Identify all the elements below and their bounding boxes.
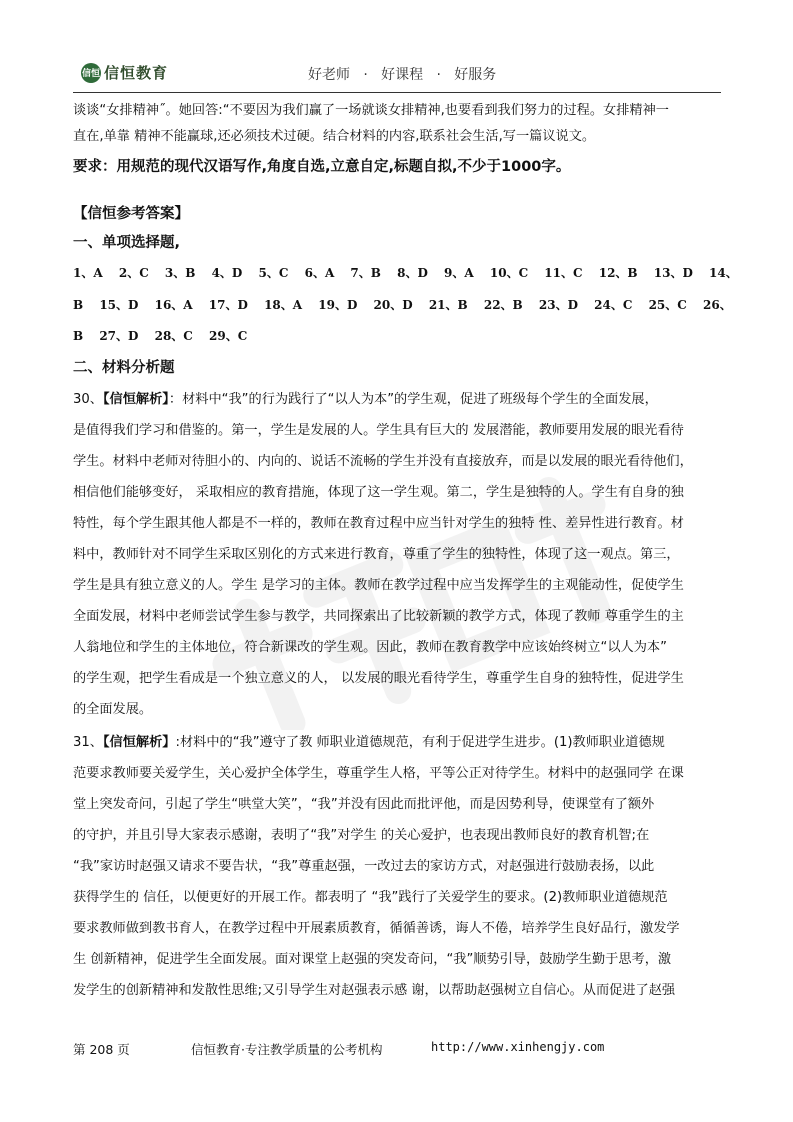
analysis-line: 要求教师做到教书育人，在教学过程中开展素质教育，循循善诱，诲人不倦，培养学生良好品行，激发学 bbox=[73, 921, 680, 937]
analysis-line: 发学生的创新精神和发散性思维;又引导学生对赵强表示感 谢，以帮助赵强树立自信心。从而促进了赵强 bbox=[73, 983, 676, 999]
footer-url[interactable]: http://www.xinhengjy.com bbox=[431, 1040, 605, 1054]
analysis-line: 人翁地位和学生的主体地位，符合新课改的学生观。因此，教师在教育教学中应该始终树立“以人为本” bbox=[73, 640, 667, 656]
prompt-line: 谈谈“女排精神˝。她回答:“不要因为我们赢了一场就谈女排精神,也要看到我们努力的过程。女排精神一 bbox=[73, 103, 669, 118]
choice-answers bbox=[73, 258, 738, 353]
q30-analysis bbox=[73, 384, 725, 726]
analysis-tag: 【信恒解析】 bbox=[102, 734, 176, 750]
logo-text: 信恒教育 bbox=[104, 64, 169, 82]
answer-line: B 27、D 28、C 29、C bbox=[73, 329, 248, 343]
question-number: 31、 bbox=[73, 734, 103, 750]
footer-org: 信恒教育·专注教学质量的公考机构 bbox=[191, 1042, 383, 1057]
analysis-line: 是值得我们学习和借鉴的。第一，学生是发展的人。学生具有巨大的 发展潜能，教师要用发展的眼光看待 bbox=[73, 422, 684, 438]
analysis-text: :材料中的“我”遵守了教 师职业道德规范，有利于促进学生进步。(1)教师职业道德规 bbox=[175, 734, 665, 750]
answer-line: 1、A 2、C 3、B 4、D 5、C 6、A 7、B 8、D 9、A 10、C 11、C 12、B 13、D 14、 bbox=[73, 266, 738, 280]
essay-requirement: 要求：用规范的现代汉语写作,角度自选,立意自定,标题自拟,不少于1000字。 bbox=[73, 159, 571, 175]
analysis-line: 堂上突发奇问，引起了学生“哄堂大笑”，“我”并没有因此而批评他，而是因势利导，使课堂有了额外 bbox=[73, 796, 655, 812]
analysis-line: 的守护，并且引导大家表示感谢，表明了“我”对学生 的关心爱护，也表现出教师良好的教育机智;在 bbox=[73, 827, 650, 843]
analysis-line: 全面发展，材料中老师尝试学生参与教学，共同探索出了比较新颖的教学方式，体现了教师 尊重学生的主 bbox=[73, 609, 684, 625]
analysis-line: 生 创新精神，促进学生全面发展。面对课堂上赵强的突发奇问，“我”顺势引导，鼓励学生勤于思考，激 bbox=[73, 952, 672, 968]
document-body bbox=[73, 98, 738, 1006]
essay-prompt bbox=[73, 98, 725, 182]
page-number: 第 208 页 bbox=[73, 1042, 130, 1057]
header-slogan: 好老师 · 好课程 · 好服务 bbox=[308, 67, 497, 83]
q31-analysis bbox=[73, 727, 725, 1007]
analysis-line: 特性，每个学生跟其他人都是不一样的，教师在教育过程中应当针对学生的独特 性、差异性进行教育。材 bbox=[73, 515, 684, 531]
logo-icon: 信恒 bbox=[81, 63, 101, 83]
analysis-line: 的学生观，把学生看成是一个独立意义的人， 以发展的眼光看待学生，尊重学生自身的独特性，促进学生 bbox=[73, 671, 684, 687]
analysis-line: 范要求教师要关爱学生，关心爱护全体学生，尊重学生人格，平等公正对待学生。材料中的赵强同学 在课 bbox=[73, 765, 684, 781]
prompt-line: 直在,单靠 精神不能赢球,还必须技术过硬。结合材料的内容,联系社会生活,写一篇议说文。 bbox=[73, 129, 596, 144]
analysis-line bbox=[73, 727, 725, 758]
analysis-line bbox=[73, 384, 725, 415]
analysis-line: 料中，教师针对不同学生采取区别化的方式来进行教育，尊重了学生的独特性，体现了这一观点。第三， bbox=[73, 546, 680, 562]
page-header bbox=[73, 58, 721, 93]
analysis-line: 相信他们能够变好， 采取相应的教育措施，体现了这一学生观。第二，学生是独特的人。学生有自身的独 bbox=[73, 484, 684, 500]
analysis-line: “我”家访时赵强又请求不要告状，“我”尊重赵强，一改过去的家访方式，对赵强进行鼓励表扬，以此 bbox=[73, 858, 655, 874]
analysis-line: 获得学生的 信任，以便更好的开展工作。都表明了 “我”践行了关爱学生的要求。(2)教师职业道德规范 bbox=[73, 890, 668, 905]
analysis-line: 学生。材料中老师对待胆小的、内向的、说话不流畅的学生并没有直接放弃，而是以发展的眼光看待他们， bbox=[73, 453, 693, 469]
analysis-tag: 【信恒解析】 bbox=[102, 391, 169, 407]
answer-line: B 15、D 16、A 17、D 18、A 19、D 20、D 21、B 22、B 23、D 24、C 25、C 26、 bbox=[73, 297, 732, 312]
section-heading: 二、材料分析题 bbox=[73, 359, 175, 376]
answer-title: 【信恒参考答案】 bbox=[73, 206, 189, 222]
analysis-line: 学生是具有独立意义的人。学生 是学习的主体。教师在教学过程中应当发挥学生的主观能动性，促使学生 bbox=[73, 578, 684, 594]
analysis-line: 的全面发展。 bbox=[73, 702, 153, 718]
logo bbox=[81, 62, 168, 83]
section-heading: 一、单项选择题, bbox=[73, 235, 181, 251]
analysis-text: ：材料中“我”的行为践行了“以人为本”的学生观，促进了班级每个学生的全面发展， bbox=[168, 391, 658, 407]
question-number: 30、 bbox=[73, 391, 103, 407]
